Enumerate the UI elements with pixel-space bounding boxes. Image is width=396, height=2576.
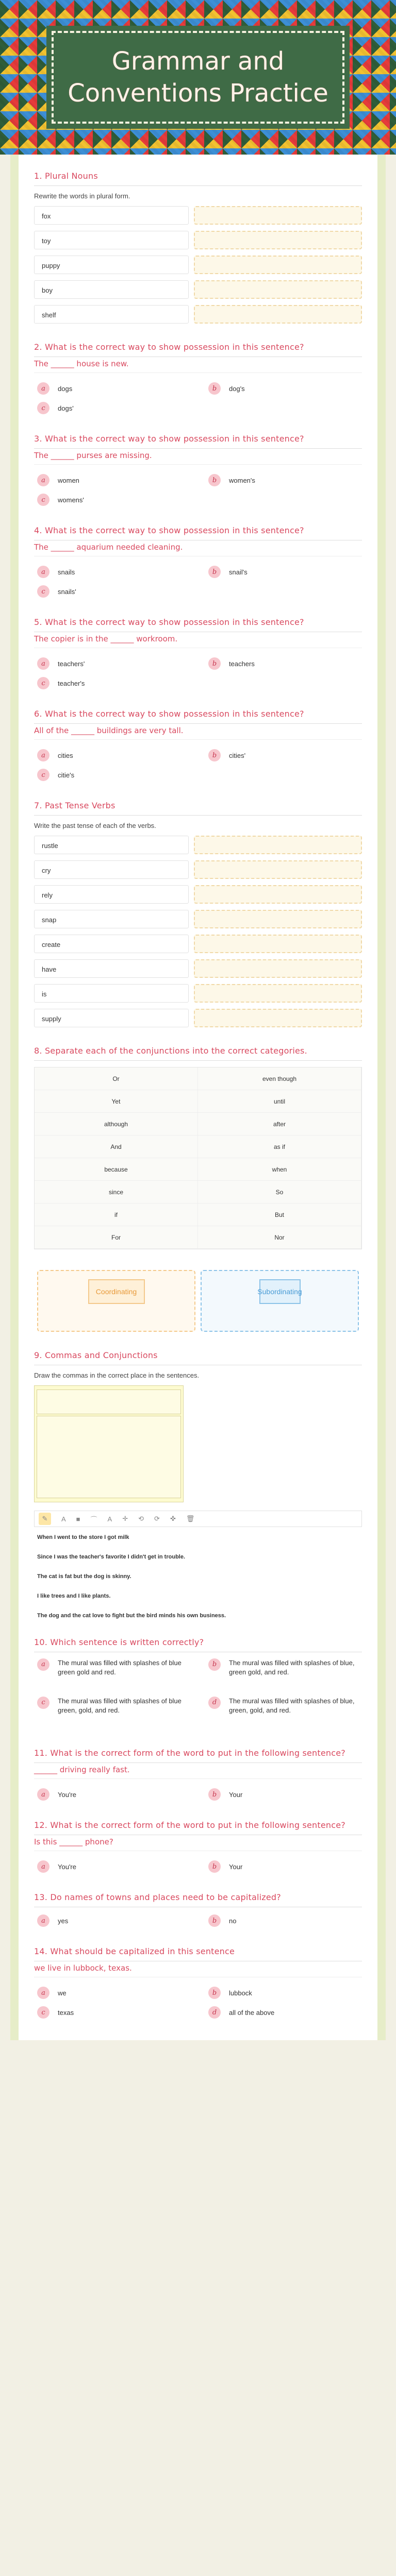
word-card: boy bbox=[34, 280, 189, 299]
word-row bbox=[34, 305, 362, 324]
draggable-conjunction[interactable]: even though bbox=[198, 1067, 361, 1090]
answer-drop-field[interactable] bbox=[194, 206, 362, 225]
bucket-label: Coordinating bbox=[88, 1279, 145, 1304]
reference-rule-box bbox=[37, 1389, 181, 1414]
question-q5 bbox=[34, 616, 362, 690]
option-text: dog's bbox=[229, 384, 245, 393]
coordinating-bucket[interactable] bbox=[37, 1270, 195, 1332]
option-letter: a bbox=[37, 382, 50, 395]
question-q2 bbox=[34, 341, 362, 415]
question-title: 12. What is the correct form of the word to put in the following sentence? bbox=[34, 1819, 362, 1835]
option-letter: a bbox=[37, 1658, 50, 1671]
option-text: Your bbox=[229, 1790, 243, 1799]
answer-option[interactable] bbox=[37, 1913, 188, 1928]
question-sentence: The ______ aquarium needed cleaning. bbox=[34, 543, 362, 556]
option-letter: c bbox=[37, 1697, 50, 1709]
answer-option[interactable] bbox=[37, 473, 188, 487]
toolbar-tool-icon[interactable]: ⟳ bbox=[154, 1515, 160, 1522]
answer-option[interactable] bbox=[208, 2005, 359, 2020]
option-text: texas bbox=[58, 2008, 74, 2016]
reference-example-box bbox=[37, 1416, 181, 1498]
option-text: cities' bbox=[229, 751, 246, 759]
answer-drop-field[interactable] bbox=[194, 305, 362, 324]
answer-option[interactable] bbox=[37, 1859, 188, 1874]
answer-option[interactable] bbox=[208, 565, 359, 579]
question-sentence: ______ driving really fast. bbox=[34, 1765, 362, 1779]
question-q7 bbox=[34, 800, 362, 1027]
draggable-conjunction[interactable]: Or bbox=[35, 1067, 198, 1090]
right-margin bbox=[377, 0, 396, 2040]
option-letter: b bbox=[208, 474, 221, 486]
word-card: create bbox=[34, 935, 189, 953]
answer-option[interactable] bbox=[37, 1658, 188, 1691]
option-letter: a bbox=[37, 1860, 50, 1873]
answer-option[interactable] bbox=[208, 381, 359, 396]
toolbar-tool-icon[interactable]: ✜ bbox=[170, 1515, 176, 1522]
word-row bbox=[34, 910, 362, 928]
option-text: citie's bbox=[58, 771, 75, 779]
option-letter: c bbox=[37, 585, 50, 598]
options-grid bbox=[34, 381, 362, 415]
answer-option[interactable] bbox=[208, 748, 359, 762]
question-title: 9. Commas and Conjunctions bbox=[34, 1349, 362, 1365]
options-grid bbox=[34, 748, 362, 782]
question-q6 bbox=[34, 708, 362, 782]
answer-option[interactable] bbox=[208, 1859, 359, 1874]
option-text: we bbox=[58, 1989, 67, 1997]
options-grid bbox=[34, 656, 362, 690]
question-sentence: we live in lubbock, texas. bbox=[34, 1963, 362, 1977]
question-q9 bbox=[34, 1349, 362, 1619]
option-text: snails bbox=[58, 568, 75, 576]
draggable-conjunction[interactable]: after bbox=[198, 1113, 361, 1136]
option-text: dogs bbox=[58, 384, 73, 393]
option-text: women's bbox=[229, 476, 255, 484]
answer-option[interactable] bbox=[37, 401, 188, 415]
answer-drop-field[interactable] bbox=[194, 1009, 362, 1027]
answer-option[interactable] bbox=[208, 1913, 359, 1928]
option-letter: a bbox=[37, 1987, 50, 1999]
options-grid bbox=[34, 1787, 362, 1802]
word-card: have bbox=[34, 959, 189, 978]
question-q4 bbox=[34, 524, 362, 599]
draggable-conjunction[interactable]: although bbox=[35, 1113, 198, 1136]
option-text: teachers bbox=[229, 659, 255, 668]
answer-drop-field[interactable] bbox=[194, 280, 362, 299]
option-letter: b bbox=[208, 749, 221, 761]
option-letter: a bbox=[37, 1914, 50, 1927]
option-letter: b bbox=[208, 566, 221, 578]
question-q10 bbox=[34, 1636, 362, 1730]
option-text: no bbox=[229, 1917, 237, 1925]
bucket-label: Subordinating bbox=[259, 1279, 301, 1304]
answer-option[interactable] bbox=[37, 676, 188, 690]
answer-option[interactable] bbox=[37, 656, 188, 671]
option-letter: b bbox=[208, 1860, 221, 1873]
answer-option[interactable] bbox=[37, 1986, 188, 2000]
answer-option[interactable] bbox=[208, 656, 359, 671]
question-q12 bbox=[34, 1819, 362, 1874]
answer-option[interactable] bbox=[37, 768, 188, 782]
question-q13 bbox=[34, 1891, 362, 1928]
draggable-conjunction[interactable]: Nor bbox=[198, 1226, 361, 1249]
answer-option[interactable] bbox=[37, 565, 188, 579]
question-title: 5. What is the correct way to show possession in this sentence? bbox=[34, 616, 362, 632]
option-letter: b bbox=[208, 1788, 221, 1801]
option-text: The mural was filled with splashes of blue, green gold, and red. bbox=[229, 1659, 355, 1676]
answer-option[interactable] bbox=[37, 1697, 188, 1730]
word-row bbox=[34, 860, 362, 879]
word-card: supply bbox=[34, 1009, 189, 1027]
title-box bbox=[52, 31, 344, 124]
toolbar-tool-icon[interactable]: A bbox=[61, 1515, 66, 1523]
answer-option[interactable] bbox=[37, 381, 188, 396]
question-title: 1. Plural Nouns bbox=[34, 170, 362, 186]
draggable-conjunction[interactable]: until bbox=[198, 1090, 361, 1113]
question-q14 bbox=[34, 1945, 362, 2020]
draggable-conjunction[interactable]: if bbox=[35, 1204, 198, 1226]
draggable-conjunction[interactable]: Yet bbox=[35, 1090, 198, 1113]
answer-option[interactable] bbox=[208, 1986, 359, 2000]
option-letter: c bbox=[37, 402, 50, 414]
question-q3 bbox=[34, 433, 362, 507]
word-row bbox=[34, 935, 362, 953]
question-title: 7. Past Tense Verbs bbox=[34, 800, 362, 816]
option-letter: a bbox=[37, 657, 50, 670]
page-title: Grammar and Conventions Practice bbox=[68, 47, 328, 108]
word-card: cry bbox=[34, 860, 189, 879]
question-q1 bbox=[34, 170, 362, 324]
draggable-conjunction[interactable]: And bbox=[35, 1136, 198, 1158]
option-text: all of the above bbox=[229, 2008, 275, 2016]
answer-option[interactable] bbox=[208, 1658, 359, 1691]
question-title: 11. What is the correct form of the word to put in the following sentence? bbox=[34, 1747, 362, 1763]
word-row bbox=[34, 1009, 362, 1027]
word-card: toy bbox=[34, 231, 189, 249]
draggable-conjunction[interactable]: But bbox=[198, 1204, 361, 1226]
option-text: The mural was filled with splashes of blue, green, gold, and red. bbox=[229, 1697, 355, 1714]
option-text: The mural was filled with splashes of blue green, gold, and red. bbox=[58, 1697, 182, 1714]
word-row bbox=[34, 959, 362, 978]
option-text: snail's bbox=[229, 568, 248, 576]
option-letter: c bbox=[37, 494, 50, 506]
drawing-sentence[interactable]: The cat is fat but the dog is skinny. bbox=[37, 1573, 131, 1580]
answer-drop-field[interactable] bbox=[194, 984, 362, 1003]
options-grid bbox=[34, 1986, 362, 2020]
question-title: 4. What is the correct way to show possession in this sentence? bbox=[34, 524, 362, 540]
reference-image bbox=[34, 1385, 184, 1502]
question-title: 13. Do names of towns and places need to be capitalized? bbox=[34, 1891, 362, 1907]
word-row bbox=[34, 256, 362, 274]
option-letter: a bbox=[37, 474, 50, 486]
instructions: Draw the commas in the correct place in the sentences. bbox=[34, 1371, 200, 1379]
question-title: 2. What is the correct way to show possession in this sentence? bbox=[34, 341, 362, 357]
draggable-conjunction[interactable]: since bbox=[35, 1181, 198, 1204]
word-row bbox=[34, 836, 362, 854]
answer-drop-field[interactable] bbox=[194, 885, 362, 904]
question-q11 bbox=[34, 1747, 362, 1802]
question-sentence: Is this ______ phone? bbox=[34, 1837, 362, 1851]
draggable-conjunction[interactable]: as if bbox=[198, 1136, 361, 1158]
answer-drop-field[interactable] bbox=[194, 935, 362, 953]
drawing-sentence[interactable]: Since I was the teacher's favorite I didn't get in trouble. bbox=[37, 1554, 186, 1560]
instructions: Rewrite the words in plural form. bbox=[34, 192, 130, 200]
category-buckets bbox=[34, 1270, 362, 1332]
question-sentence: The copier is in the ______ workroom. bbox=[34, 634, 362, 648]
answer-option[interactable] bbox=[37, 748, 188, 762]
option-letter: b bbox=[208, 1987, 221, 1999]
subordinating-bucket[interactable] bbox=[201, 1270, 359, 1332]
question-title: 3. What is the correct way to show possession in this sentence? bbox=[34, 433, 362, 449]
option-letter: a bbox=[37, 1788, 50, 1801]
word-card: puppy bbox=[34, 256, 189, 274]
options-grid bbox=[34, 1859, 362, 1874]
conjunction-items bbox=[34, 1067, 362, 1249]
option-text: You're bbox=[58, 1790, 76, 1799]
option-text: dogs' bbox=[58, 404, 74, 412]
drawing-sentence[interactable]: I like trees and I like plants. bbox=[37, 1593, 111, 1599]
draggable-conjunction[interactable]: when bbox=[198, 1158, 361, 1181]
option-text: teacher's bbox=[58, 679, 85, 687]
draggable-conjunction[interactable]: For bbox=[35, 1226, 198, 1249]
question-sentence: All of the ______ buildings are very tall. bbox=[34, 726, 362, 740]
question-sentence: The ______ purses are missing. bbox=[34, 451, 362, 465]
option-letter: b bbox=[208, 382, 221, 395]
toolbar-tool-icon[interactable]: ■ bbox=[76, 1515, 80, 1523]
option-letter: d bbox=[208, 1697, 221, 1709]
option-text: lubbock bbox=[229, 1989, 252, 1997]
drawing-toolbar bbox=[34, 1511, 362, 1527]
instructions: Write the past tense of each of the verbs. bbox=[34, 822, 156, 829]
question-title: 14. What should be capitalized in this sentence bbox=[34, 1945, 362, 1961]
option-letter: a bbox=[37, 566, 50, 578]
word-card: shelf bbox=[34, 305, 189, 324]
question-title: 10. Which sentence is written correctly? bbox=[34, 1636, 362, 1652]
answer-option[interactable] bbox=[208, 1787, 359, 1802]
worksheet bbox=[19, 155, 377, 2040]
option-text: snails' bbox=[58, 587, 76, 596]
answer-option[interactable] bbox=[37, 584, 188, 599]
option-letter: b bbox=[208, 657, 221, 670]
option-text: You're bbox=[58, 1862, 76, 1871]
option-text: teachers' bbox=[58, 659, 85, 668]
answer-drop-field[interactable] bbox=[194, 959, 362, 978]
option-letter: a bbox=[37, 749, 50, 761]
answer-option[interactable] bbox=[37, 2005, 188, 2020]
answer-drop-field[interactable] bbox=[194, 836, 362, 854]
word-row bbox=[34, 231, 362, 249]
answer-drop-field[interactable] bbox=[194, 910, 362, 928]
option-text: cities bbox=[58, 751, 73, 759]
word-row bbox=[34, 206, 362, 225]
option-letter: c bbox=[37, 677, 50, 689]
option-text: Your bbox=[229, 1862, 243, 1871]
options-grid bbox=[34, 473, 362, 507]
word-row bbox=[34, 280, 362, 299]
answer-drop-field[interactable] bbox=[194, 256, 362, 274]
draggable-conjunction[interactable]: because bbox=[35, 1158, 198, 1181]
options-grid bbox=[34, 1658, 362, 1730]
question-title: 8. Separate each of the conjunctions into the correct categories. bbox=[34, 1045, 362, 1061]
option-text: womens' bbox=[58, 496, 84, 504]
option-letter: c bbox=[37, 769, 50, 781]
option-letter: b bbox=[208, 1658, 221, 1671]
answer-option[interactable] bbox=[208, 1697, 359, 1730]
word-row bbox=[34, 984, 362, 1003]
word-card: snap bbox=[34, 910, 189, 928]
word-card: is bbox=[34, 984, 189, 1003]
toolbar-tool-icon[interactable]: 🗑 bbox=[186, 1515, 195, 1522]
toolbar-tool-icon[interactable]: ⌒ bbox=[90, 1515, 97, 1523]
word-card: rely bbox=[34, 885, 189, 904]
option-text: The mural was filled with splashes of blue green gold and red. bbox=[58, 1659, 182, 1676]
answer-option[interactable] bbox=[37, 1787, 188, 1802]
question-q8 bbox=[34, 1045, 362, 1332]
word-row bbox=[34, 885, 362, 904]
options-grid bbox=[34, 1913, 362, 1928]
option-letter: d bbox=[208, 2006, 221, 2019]
toolbar-tool-icon[interactable]: ✎ bbox=[39, 1513, 51, 1525]
header-banner bbox=[0, 0, 396, 155]
question-sentence: The ______ house is new. bbox=[34, 359, 362, 373]
option-text: yes bbox=[58, 1917, 69, 1925]
answer-option[interactable] bbox=[208, 473, 359, 487]
word-card: rustle bbox=[34, 836, 189, 854]
drawing-sentence[interactable]: When I went to the store I got milk bbox=[37, 1534, 129, 1540]
left-margin bbox=[0, 0, 19, 2040]
word-card: fox bbox=[34, 206, 189, 225]
option-letter: b bbox=[208, 1914, 221, 1927]
options-grid bbox=[34, 565, 362, 599]
question-title: 6. What is the correct way to show possession in this sentence? bbox=[34, 708, 362, 724]
option-letter: c bbox=[37, 2006, 50, 2019]
answer-drop-field[interactable] bbox=[194, 231, 362, 249]
drawing-sentence[interactable]: The dog and the cat love to fight but the bird minds his own business. bbox=[37, 1613, 226, 1619]
toolbar-tool-icon[interactable]: ⟲ bbox=[138, 1515, 144, 1522]
draggable-conjunction[interactable]: So bbox=[198, 1181, 361, 1204]
answer-drop-field[interactable] bbox=[194, 860, 362, 879]
toolbar-tool-icon[interactable]: ✛ bbox=[122, 1515, 128, 1522]
option-text: women bbox=[58, 476, 79, 484]
answer-option[interactable] bbox=[37, 493, 188, 507]
toolbar-tool-icon[interactable]: A bbox=[107, 1515, 112, 1523]
